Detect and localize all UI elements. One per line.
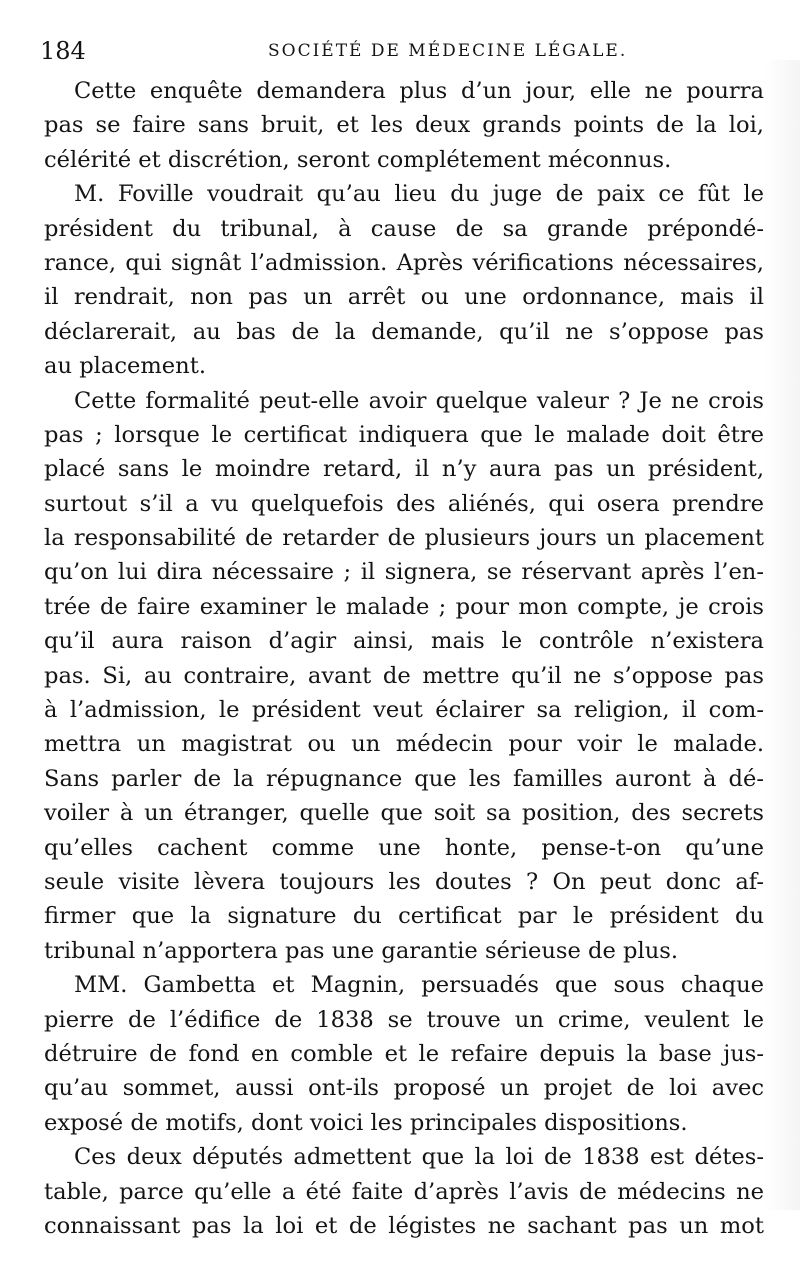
text-line: à l’admission, le président veut éclairer sa religion, il com- [44, 697, 764, 724]
text-line: qu’elles cachent comme une honte, pense-t-on qu’une [44, 834, 764, 861]
text-line: placé sans le moindre retard, il n’y aura pas un président, [44, 456, 764, 483]
text-line: la responsabilité de retarder de plusieurs jours un placement [44, 525, 764, 552]
text-line: détruire de fond en comble et le refaire depuis la base jus- [44, 1040, 764, 1067]
text-line: exposé de motifs, dont voici les principales dispositions. [44, 1109, 688, 1136]
text-line: qu’au sommet, aussi ont-ils proposé un projet de loi avec [44, 1075, 764, 1102]
text-line: qu’il aura raison d’agir ainsi, mais le contrôle n’existera [44, 628, 764, 655]
text-line: déclarerait, au bas de la demande, qu’il ne s’oppose pas [44, 318, 764, 345]
text-line: seule visite lèvera toujours les doutes ? On peut donc af- [44, 868, 764, 895]
text-line: mettra un magistrat ou un médecin pour voir le malade. [44, 731, 764, 758]
text-line: Cette formalité peut-elle avoir quelque valeur ? Je ne crois [74, 387, 764, 414]
text-line: il rendrait, non pas un arrêt ou une ordonnance, mais il [44, 284, 764, 311]
text-line: surtout s’il a vu quelquefois des aliénés, qui osera prendre [44, 490, 764, 517]
text-line: au placement. [44, 353, 206, 380]
text-line: célérité et discrétion, seront complétement méconnus. [44, 146, 672, 173]
text-line: Ces deux députés admettent que la loi de 1838 est détes- [74, 1144, 764, 1171]
text-line: pas ; lorsque le certificat indiquera que le malade doit être [44, 421, 764, 448]
page-edge-shadow [764, 60, 800, 1210]
running-head: SOCIÉTÉ DE MÉDECINE LÉGALE. [268, 41, 628, 61]
text-line: firmer que la signature du certificat par le président du [44, 903, 764, 930]
text-line: Sans parler de la répugnance que les familles auront à dé- [44, 765, 764, 792]
text-line: trée de faire examiner le malade ; pour mon compte, je crois [44, 593, 764, 620]
text-line: pas se faire sans bruit, et les deux grands points de la loi, [44, 112, 764, 139]
text-line: connaissant pas la loi et de légistes ne sachant pas un mot [44, 1212, 764, 1239]
text-line: Cette enquête demandera plus d’un jour, elle ne pourra [74, 78, 764, 104]
page-number: 184 [40, 37, 86, 65]
text-line: MM. Gambetta et Magnin, persuadés que sous chaque [74, 972, 764, 999]
text-line: voiler à un étranger, quelle que soit sa position, des secrets [44, 800, 764, 827]
text-line: pierre de l’édifice de 1838 se trouve un crime, veulent le [44, 1006, 764, 1033]
text-line: rance, qui signât l’admission. Après vérifications nécessaires, [44, 249, 764, 276]
page-header [40, 34, 760, 68]
text-line: président du tribunal, à cause de sa grande prépondé- [44, 215, 764, 242]
body-text [44, 74, 764, 1243]
text-line: table, parce qu’elle a été faite d’après l’avis de médecins ne [44, 1178, 764, 1205]
text-line: pas. Si, au contraire, avant de mettre qu’il ne s’oppose pas [44, 662, 764, 689]
text-line: tribunal n’apportera pas une garantie sérieuse de plus. [44, 937, 679, 964]
text-line: qu’on lui dira nécessaire ; il signera, se réservant après l’en- [44, 559, 764, 586]
text-line: M. Foville voudrait qu’au lieu du juge de paix ce fût le [74, 181, 764, 208]
